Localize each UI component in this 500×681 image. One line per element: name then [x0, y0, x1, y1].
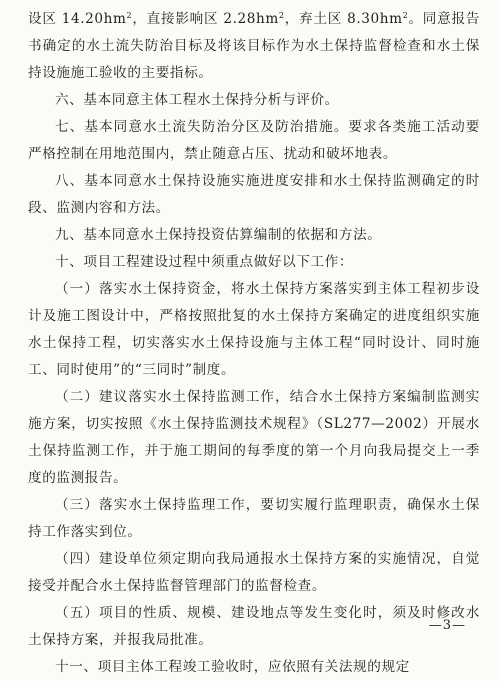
- document-body: [28, 6, 480, 681]
- paragraph-item-10: 十、项目工程建设过程中须重点做好以下工作：: [55, 254, 354, 270]
- paragraph-area-statistics: [28, 6, 480, 87]
- paragraph-item-6: 六、基本同意主体工程水土保持分析与评价。: [55, 92, 339, 108]
- superscript-2: 2: [278, 11, 285, 20]
- page-number: —3—: [428, 618, 466, 633]
- paragraph-subitem-4: （四）建设单位须定期向我局通报水土保持方案的实施情况，自觉接受并配合水土保持监督管理部门的监督检查。: [28, 551, 480, 594]
- paragraph-subitem-1: （一）落实水土保持资金，将水土保持方案落实到主体工程初步设计及施工图设计中，严格按照批复的水土保持方案确定的进度组织实施水土保持工程，切实落实水土保持设施与主体工程“同时设计、同时施工、同时使用”的“三同时”制度。: [28, 281, 480, 378]
- area-text-1: 设区 14.20hm: [28, 11, 127, 27]
- superscript-2: 2: [126, 11, 133, 20]
- paragraph-item-8: 八、基本同意水土保持设施实施进度安排和水土保持监测确定的时段、监测内容和方法。: [28, 173, 480, 216]
- area-text-2: ，直接影响区 2.28hm: [132, 11, 279, 27]
- area-text-tail: 。同意报告书确定的水土流失防治目标及将该目标作为水土保持监督检查和水土保持设施施工验收的主要指标。: [28, 11, 480, 81]
- paragraph-item-9: 九、基本同意水土保持投资估算编制的依据和方法。: [55, 227, 382, 243]
- paragraph-item-11: 十一、项目主体工程竣工验收时，应依照有关法规的规定: [55, 659, 410, 675]
- superscript-2: 2: [402, 11, 409, 20]
- paragraph-item-7: 七、基本同意水土流失防治分区及防治措施。要求各类施工活动要严格控制在用地范围内，禁止随意占压、扰动和破坏地表。: [28, 119, 480, 162]
- paragraph-subitem-5: （五）项目的性质、规模、建设地点等发生变化时，须及时修改水土保持方案，并报我局批准。: [28, 605, 480, 648]
- paragraph-subitem-3: （三）落实水土保持监理工作，要切实履行监理职责，确保水土保持工作落实到位。: [28, 497, 480, 540]
- paragraph-subitem-2: （二）建议落实水土保持监测工作，结合水土保持方案编制监测实施方案，切实按照《水土保持监测技术规程》（SL277—2002）开展水土保持监测工作，并于施工期间的每季度的第一个月向我局提交上一季度的监测报告。: [28, 389, 480, 486]
- area-text-3: ，弃土区 8.30hm: [284, 11, 403, 27]
